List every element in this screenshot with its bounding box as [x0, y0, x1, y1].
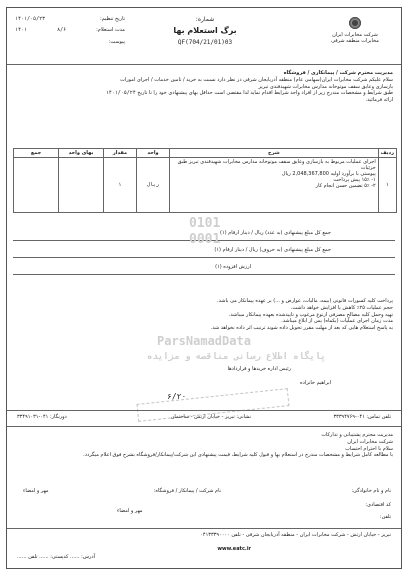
row-number: ۱	[378, 158, 396, 213]
date-label: تاریخ تنظیم:	[99, 16, 125, 22]
row-description	[170, 158, 379, 213]
inquiry-form-page	[6, 7, 402, 569]
address-label: نشانی:	[236, 414, 251, 420]
response-company: شرکت مخابرات ایران	[347, 438, 393, 445]
row-qty: ۱	[104, 158, 137, 213]
footer-tail: آدرس: ...... کدپستی: ...... تلفن ......	[17, 554, 95, 560]
col-total: جمع	[14, 149, 59, 158]
sum-words-label: جمع کل مبلغ پیشنهادی (به حروف) ریال / دینار ارقام (۱)	[214, 247, 331, 253]
divider	[7, 426, 401, 427]
watermark-line4: پایگاه اطلاع رسانی مناقصه و مزایده	[147, 352, 326, 362]
col-unit-price: بهای واحد	[59, 149, 104, 158]
divider	[13, 274, 395, 275]
form-meta	[15, 16, 125, 50]
col-qty: مقدار	[104, 149, 137, 158]
notes-block	[15, 298, 393, 332]
form-code: QF(704/21/01)03	[177, 38, 233, 46]
watermark-line3: ParsNamadData	[157, 334, 251, 348]
divider	[7, 528, 401, 529]
seal-sign: مهر و امضاء	[117, 508, 143, 514]
tel-label: تلفن:	[379, 514, 391, 520]
col-unit: واحد	[137, 149, 170, 158]
desc-line: اجرای عملیات مربوط به بازسازی وعایق سقف موتوخانه مدارس مخابرات شهیدقندی تبریز طبق جزئیات	[177, 159, 376, 171]
head-label: رئیس اداره خریدها و قراردادها	[227, 366, 291, 372]
year-value: ۱۴۰۱	[15, 27, 28, 34]
form-title: برگ استعلام بها	[173, 25, 237, 35]
intro-terms: طبق شرایط و مشخصات مندرج زیر از افراد واجد شرایط اقدام نماید لذا مقتضی است حداقل بهای پیشنهادی خود را تا تاریخ	[137, 90, 393, 97]
table-header-row	[14, 149, 397, 158]
table-row	[14, 158, 397, 213]
fax-value: ۰۴۱-۳۳۴۹۱۰۳۱	[17, 414, 49, 420]
sum-digits-label: جمع کل مبلغ پیشنهادی (به عدد) ریال / دینار ارقام (۱)	[220, 230, 331, 236]
phone-label: تلفن تماس:	[366, 414, 391, 420]
fax-block	[17, 414, 67, 420]
deadline-label: مدت استعلام:	[96, 27, 125, 34]
col-row: ردیف	[378, 149, 396, 158]
footer-address: تبریز - خیابان ارتش - شرکت مخابرات ایران - منطقه آذربایجان شرقی - تلفن ۰۴۱۳۳۳۹۰۰۰۰	[200, 532, 391, 538]
desc-line: ۲- ۵٪ تضمین حسن انجام کار	[315, 183, 376, 189]
intro-subject: بازسازی وعایق سقف موتوخانه مدارس مخابرات شهیدقندی تبریز	[258, 83, 393, 90]
row-unit-price	[59, 158, 104, 213]
watermark-line2: 0001	[189, 232, 221, 247]
items-table	[13, 148, 397, 213]
desc-line: پیوستی با برآورد اولیه 2,048,367,800 ریال	[281, 171, 376, 177]
intro-block	[15, 70, 393, 104]
phone-value: ۰۴۱-۳۳۳۹۴۷۶۹	[333, 414, 365, 420]
col-desc: شرح	[170, 149, 379, 158]
response-block	[15, 432, 393, 459]
divider	[7, 410, 401, 411]
note-item: به پاسخ استعلام هایی که بعد از مهلت مقرر تحویل داده شوند ترتیب اثر داده نخواهد شد.	[210, 325, 393, 331]
date-value: ۱۴۰۱/۰۵/۲۳	[15, 16, 46, 22]
signature-initials: ۶/۲۰	[167, 392, 187, 401]
name-label: نام و نام خانوادگی:	[351, 488, 391, 494]
note-item: تهیه وحمل کلیه مصالح مصرفی ازنوع مرغوب و تاییدشده بعهده پیمانکار میباشد.	[228, 311, 393, 318]
note-item: مدت زمان اجرای عملیات (یکماه) پس از ابلاغ میباشد.	[281, 318, 393, 325]
number-label: شماره:	[195, 16, 215, 23]
intro-to: مدیریت محترم شرکت / پیمانکاری / فروشگاه	[283, 70, 393, 76]
response-body: با مطالعه کامل شرایط و مشخصات مندرج در استعلام بها و قبول کلیه شرایط، قیمت پیشنهادی این شرکت/پیمانکار/فروشگاه بشرح فوق اعلام میگردد.	[83, 452, 393, 459]
website-link[interactable]: www.eatc.ir	[217, 546, 251, 552]
row-unit: ریال	[137, 158, 170, 213]
address-value: تبریز - خیابان ارتش - ساختمان	[170, 414, 235, 420]
emblem-icon	[348, 16, 362, 30]
org-name: شرکت مخابرات ایران	[332, 32, 378, 38]
signer-name: ابراهیم خانزاده	[300, 380, 331, 386]
phone-block	[333, 414, 391, 420]
watermark-line1: 0101	[189, 216, 221, 231]
org-sub: مخابرات منطقه شرقی	[331, 38, 379, 45]
header-divider	[7, 64, 401, 65]
divider	[13, 257, 395, 258]
response-greeting: سلام با احترام احتساب	[345, 445, 393, 452]
note-item: حجم عملیات ۲۵٪ کاهش یا افزایش خواهد داشت.	[290, 304, 393, 311]
row-total	[14, 158, 59, 213]
note-item: پرداخت کلیه کسورات قانونی (بیمه، مالیات، عوارض و ...) بر عهده پیمانکار می باشد.	[217, 298, 393, 304]
address-block	[171, 414, 251, 420]
fax-label: دورنگار:	[49, 414, 67, 420]
attach-label: پیوست:	[108, 38, 125, 45]
deadline-value: ۸/۶	[57, 27, 67, 34]
seal-label: مهر و امضاء	[23, 488, 49, 494]
code-label: کد اقتصادی:	[365, 502, 391, 508]
form-title-box	[125, 16, 285, 46]
company-logo	[325, 16, 385, 50]
vat-label: ارزش افزوده (۱)	[215, 264, 251, 270]
response-to: مدیریت محترم پشتیبانی و تدارکات	[321, 432, 393, 438]
intro-deadline-date: ۱۴۰۱/۰۵/۲۴	[105, 90, 136, 97]
intro-end: ارائه فرمائید.	[365, 97, 393, 103]
intro-greeting: سلام علیکم شرکت مخابرات ایران(سهامی عام) منطقه آذربایجان شرقی در نظر دارد نسبت به خرید / تامین خدمات / اجرای امورات	[120, 76, 393, 83]
desc-line: ۱- ۱۵٪ پیش پرداخت	[333, 177, 376, 183]
company-label: نام شرکت / پیمانکار / فروشگاه:	[153, 488, 221, 494]
